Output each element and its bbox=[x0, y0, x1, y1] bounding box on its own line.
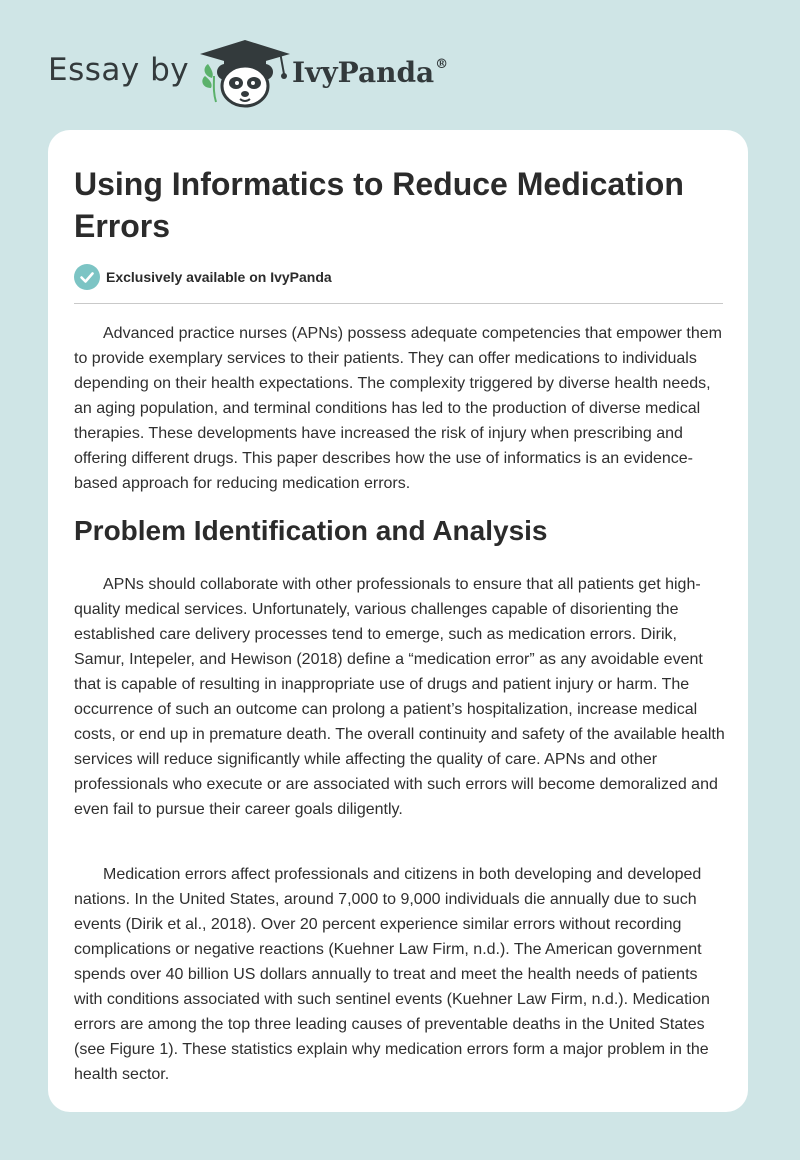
essay-by-label: Essay by bbox=[48, 52, 190, 88]
exclusive-badge-label: Exclusively available on IvyPanda bbox=[106, 269, 332, 285]
site-header bbox=[0, 0, 800, 130]
brand-logo-text[interactable] bbox=[292, 56, 448, 89]
paragraph-intro: Advanced practice nurses (APNs) possess adequate competencies that empower them to provide exemplary services to their patients. They can offer medications to individuals depending on their health expectations. The complexity triggered by diverse health needs, an aging population, and terminal conditions has led to the production of diverse medical therapies. These developments have increased the risk of injury when prescribing and offering different drugs. This paper describes how the use of informatics is an evidence-based approach for reducing medication errors. bbox=[74, 325, 722, 492]
paragraph-problem-1: APNs should collaborate with other professionals to ensure that all patients get high-quality medical services. Unfortunately, various challenges capable of disorienting the established care delivery processes tend to emerge, such as medication errors. Dirik, Samur, Intepeler, and Hewison (2018) define a “medication error” as any avoidable event that is capable of resulting in inappropriate use of drugs and patient injury or harm. The occurrence of such an outcome can prolong a patient’s hospitalization, increase medical costs, or end up in premature death. The overall continuity and safety of the available health services will reduce significantly while affecting the quality of care. APNs and other professionals who execute or are associated with such errors will become demoralized and even fail to pursue their career goals diligently. bbox=[74, 576, 725, 818]
title-divider bbox=[74, 303, 723, 304]
essay-title: Using Informatics to Reduce Medication Errors bbox=[74, 166, 684, 244]
panda-graduate-icon[interactable] bbox=[196, 36, 294, 110]
exclusive-badge bbox=[74, 264, 332, 290]
brand-name: IvyPanda bbox=[292, 56, 435, 89]
trademark-symbol: ® bbox=[435, 56, 449, 72]
paragraph-problem-2: Medication errors affect professionals and citizens in both developing and developed nations. In the United States, around 7,000 to 9,000 individuals die annually due to such events (Dirik et al., 2018). Over 20 percent experience similar errors without recording complications or negative reactions (Kuehner Law Firm, n.d.). The American government spends over 40 billion US dollars annually to treat and meet the health needs of patients with conditions associated with such sentinel events (Kuehner Law Firm, n.d.). Medication errors are among the top three leading causes of preventable deaths in the United States (see Figure 1). These statistics explain why medication errors form a major problem in the health sector. bbox=[74, 866, 710, 1083]
section-heading-problem: Problem Identification and Analysis bbox=[74, 515, 548, 546]
essay-card bbox=[48, 130, 748, 1112]
check-circle-icon bbox=[74, 264, 100, 290]
